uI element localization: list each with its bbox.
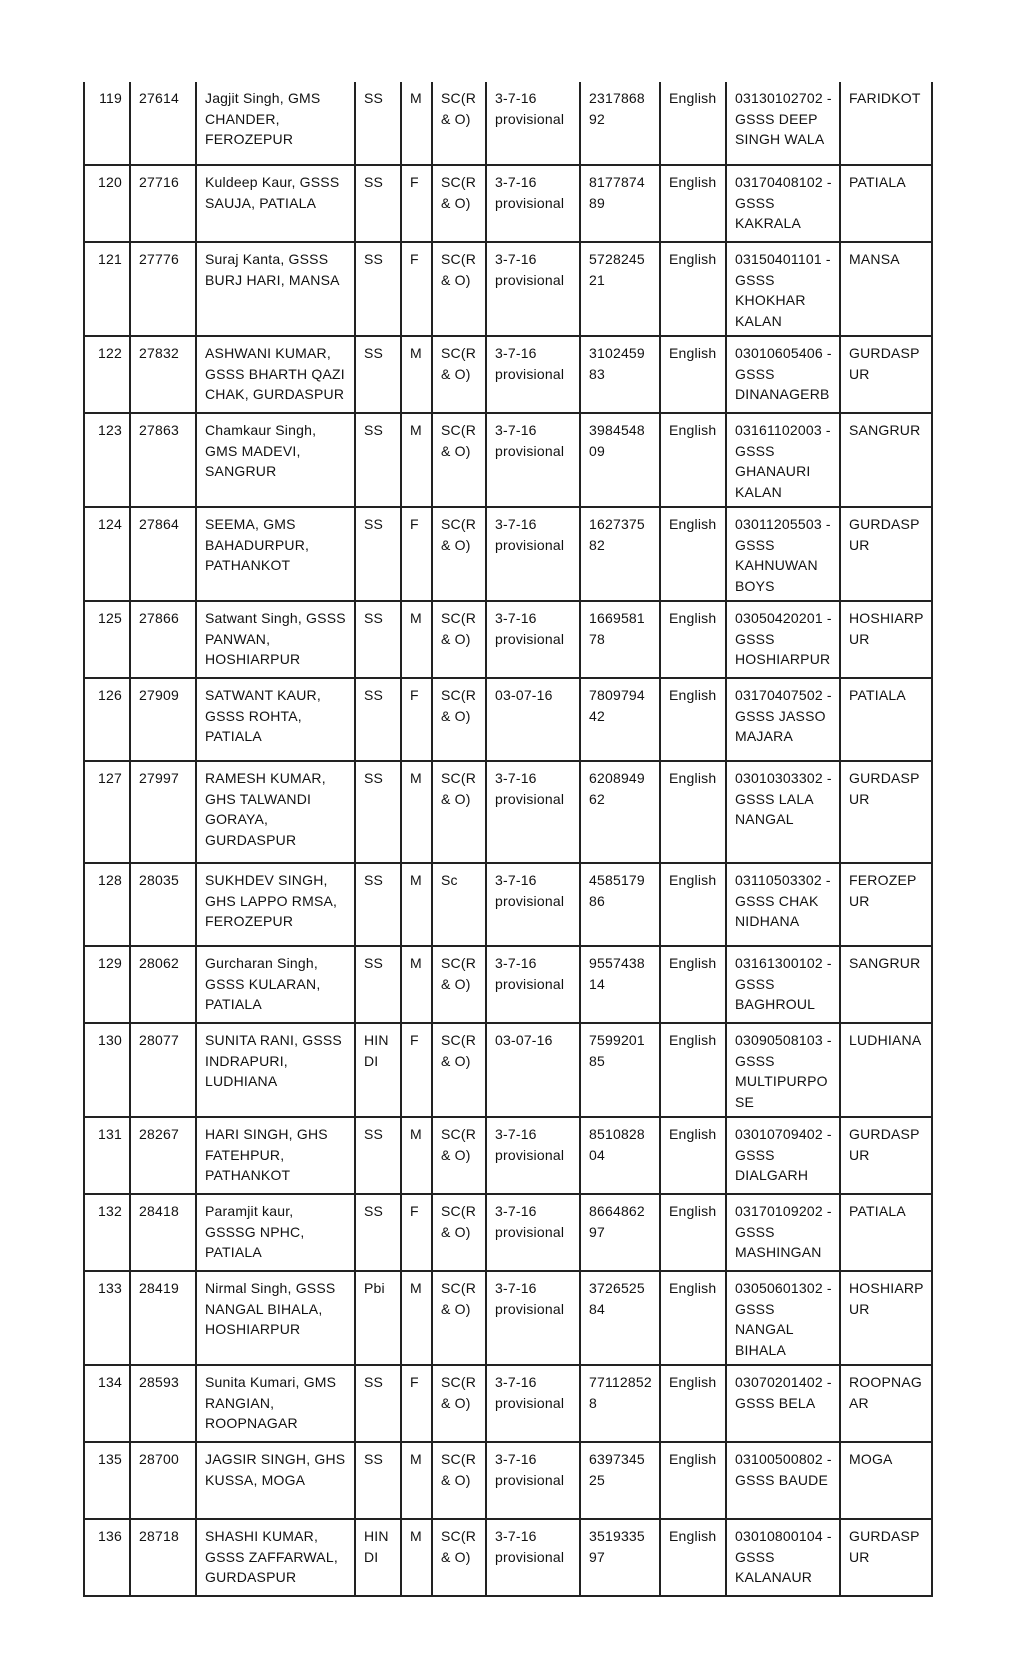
serial-number-cell: 135 xyxy=(84,1442,130,1519)
joining-date-cell: 3-7-16 provisional xyxy=(486,761,580,863)
gender-cell: F xyxy=(401,1023,432,1117)
district-cell: PATIALA xyxy=(840,165,932,242)
table-row xyxy=(84,863,932,946)
medium-cell: English xyxy=(660,863,726,946)
subject-cell: SS xyxy=(355,242,401,336)
allotted-school-cell: 03050420201 - GSSS HOSHIARPUR xyxy=(726,601,840,678)
phone-number-cell: 231786892 xyxy=(580,82,660,165)
allotted-school-cell: 03070201402 - GSSS BELA xyxy=(726,1365,840,1442)
joining-date-cell: 3-7-16 provisional xyxy=(486,165,580,242)
employee-code-cell: 27997 xyxy=(130,761,196,863)
table-row xyxy=(84,601,932,678)
category-cell: SC(R & O) xyxy=(432,336,486,413)
gender-cell: F xyxy=(401,1365,432,1442)
phone-number-cell: 372652584 xyxy=(580,1271,660,1365)
joining-date-cell: 03-07-16 xyxy=(486,1023,580,1117)
phone-number-cell: 351933597 xyxy=(580,1519,660,1596)
medium-cell: English xyxy=(660,413,726,507)
medium-cell: English xyxy=(660,507,726,601)
medium-cell: English xyxy=(660,601,726,678)
teacher-name-school-cell: RAMESH KUMAR, GHS TALWANDI GORAYA, GURDASPUR xyxy=(196,761,355,863)
medium-cell: English xyxy=(660,336,726,413)
allotted-school-cell: 03090508103 - GSSS MULTIPURPOSE xyxy=(726,1023,840,1117)
district-cell: PATIALA xyxy=(840,1194,932,1271)
serial-number-cell: 122 xyxy=(84,336,130,413)
district-cell: SANGRUR xyxy=(840,946,932,1023)
joining-date-cell: 3-7-16 provisional xyxy=(486,336,580,413)
subject-cell: SS xyxy=(355,678,401,761)
gender-cell: M xyxy=(401,1519,432,1596)
joining-date-cell: 3-7-16 provisional xyxy=(486,1117,580,1194)
gender-cell: M xyxy=(401,761,432,863)
category-cell: SC(R & O) xyxy=(432,761,486,863)
phone-number-cell: 458517986 xyxy=(580,863,660,946)
teacher-name-school-cell: SEEMA, GMS BAHADURPUR, PATHANKOT xyxy=(196,507,355,601)
table-row xyxy=(84,1519,932,1596)
allotted-school-cell: 03161102003 - GSSS GHANAURI KALAN xyxy=(726,413,840,507)
joining-date-cell: 3-7-16 provisional xyxy=(486,1194,580,1271)
serial-number-cell: 136 xyxy=(84,1519,130,1596)
allotted-school-cell: 03010800104 - GSSS KALANAUR xyxy=(726,1519,840,1596)
serial-number-cell: 121 xyxy=(84,242,130,336)
teacher-name-school-cell: Jagjit Singh, GMS CHANDER, FEROZEPUR xyxy=(196,82,355,165)
medium-cell: English xyxy=(660,1023,726,1117)
phone-number-cell: 620894962 xyxy=(580,761,660,863)
phone-number-cell: 817787489 xyxy=(580,165,660,242)
serial-number-cell: 123 xyxy=(84,413,130,507)
teacher-name-school-cell: SHASHI KUMAR, GSSS ZAFFARWAL, GURDASPUR xyxy=(196,1519,355,1596)
gender-cell: M xyxy=(401,413,432,507)
medium-cell: English xyxy=(660,82,726,165)
district-cell: GURDASPUR xyxy=(840,761,932,863)
table-row xyxy=(84,1023,932,1117)
subject-cell: SS xyxy=(355,336,401,413)
district-cell: HOSHIARPUR xyxy=(840,1271,932,1365)
medium-cell: English xyxy=(660,1117,726,1194)
category-cell: SC(R & O) xyxy=(432,1023,486,1117)
allotted-school-cell: 03170408102 - GSSS KAKRALA xyxy=(726,165,840,242)
joining-date-cell: 03-07-16 xyxy=(486,678,580,761)
medium-cell: English xyxy=(660,1365,726,1442)
subject-cell: SS xyxy=(355,601,401,678)
serial-number-cell: 133 xyxy=(84,1271,130,1365)
phone-number-cell: 866486297 xyxy=(580,1194,660,1271)
category-cell: SC(R & O) xyxy=(432,165,486,242)
allotted-school-cell: 03150401101 - GSSS KHOKHAR KALAN xyxy=(726,242,840,336)
category-cell: SC(R & O) xyxy=(432,242,486,336)
gender-cell: M xyxy=(401,863,432,946)
table-row xyxy=(84,242,932,336)
district-cell: GURDASPUR xyxy=(840,1117,932,1194)
employee-code-cell: 28418 xyxy=(130,1194,196,1271)
category-cell: Sc xyxy=(432,863,486,946)
medium-cell: English xyxy=(660,761,726,863)
table-row xyxy=(84,82,932,165)
phone-number-cell: 166958178 xyxy=(580,601,660,678)
joining-date-cell: 3-7-16 provisional xyxy=(486,82,580,165)
employee-code-cell: 27909 xyxy=(130,678,196,761)
employee-code-cell: 28267 xyxy=(130,1117,196,1194)
gender-cell: F xyxy=(401,165,432,242)
serial-number-cell: 125 xyxy=(84,601,130,678)
subject-cell: SS xyxy=(355,1365,401,1442)
table-row xyxy=(84,336,932,413)
table-row xyxy=(84,946,932,1023)
allotted-school-cell: 03010605406 - GSSS DINANAGERB xyxy=(726,336,840,413)
table-row xyxy=(84,678,932,761)
district-cell: MOGA xyxy=(840,1442,932,1519)
teacher-name-school-cell: ASHWANI KUMAR, GSSS BHARTH QAZI CHAK, GURDASPUR xyxy=(196,336,355,413)
phone-number-cell: 780979442 xyxy=(580,678,660,761)
gender-cell: M xyxy=(401,1117,432,1194)
serial-number-cell: 134 xyxy=(84,1365,130,1442)
district-cell: GURDASPUR xyxy=(840,336,932,413)
allotted-school-cell: 03130102702 - GSSS DEEP SINGH WALA xyxy=(726,82,840,165)
category-cell: SC(R & O) xyxy=(432,1365,486,1442)
employee-code-cell: 27716 xyxy=(130,165,196,242)
employee-code-cell: 27614 xyxy=(130,82,196,165)
subject-cell: HINDI xyxy=(355,1023,401,1117)
joining-date-cell: 3-7-16 provisional xyxy=(486,946,580,1023)
joining-date-cell: 3-7-16 provisional xyxy=(486,1519,580,1596)
teacher-name-school-cell: HARI SINGH, GHS FATEHPUR, PATHANKOT xyxy=(196,1117,355,1194)
roster-table xyxy=(83,82,933,1597)
joining-date-cell: 3-7-16 provisional xyxy=(486,1365,580,1442)
subject-cell: SS xyxy=(355,82,401,165)
allotted-school-cell: 03011205503 - GSSS KAHNUWAN BOYS xyxy=(726,507,840,601)
allotted-school-cell: 03161300102 - GSSS BAGHROUL xyxy=(726,946,840,1023)
joining-date-cell: 3-7-16 provisional xyxy=(486,1271,580,1365)
subject-cell: SS xyxy=(355,165,401,242)
subject-cell: SS xyxy=(355,946,401,1023)
gender-cell: M xyxy=(401,946,432,1023)
allotted-school-cell: 03010303302 - GSSS LALA NANGAL xyxy=(726,761,840,863)
teacher-name-school-cell: SATWANT KAUR, GSSS ROHTA, PATIALA xyxy=(196,678,355,761)
district-cell: ROOPNAGAR xyxy=(840,1365,932,1442)
subject-cell: Pbi xyxy=(355,1271,401,1365)
gender-cell: M xyxy=(401,336,432,413)
allotted-school-cell: 03050601302 - GSSS NANGAL BIHALA xyxy=(726,1271,840,1365)
subject-cell: HINDI xyxy=(355,1519,401,1596)
category-cell: SC(R & O) xyxy=(432,946,486,1023)
table-row xyxy=(84,1365,932,1442)
teacher-name-school-cell: Kuldeep Kaur, GSSS SAUJA, PATIALA xyxy=(196,165,355,242)
subject-cell: SS xyxy=(355,863,401,946)
district-cell: MANSA xyxy=(840,242,932,336)
subject-cell: SS xyxy=(355,1117,401,1194)
serial-number-cell: 131 xyxy=(84,1117,130,1194)
table-row xyxy=(84,1442,932,1519)
gender-cell: F xyxy=(401,507,432,601)
gender-cell: F xyxy=(401,242,432,336)
district-cell: FEROZEPUR xyxy=(840,863,932,946)
gender-cell: F xyxy=(401,1194,432,1271)
teacher-name-school-cell: Satwant Singh, GSSS PANWAN, HOSHIARPUR xyxy=(196,601,355,678)
category-cell: SC(R & O) xyxy=(432,507,486,601)
teacher-name-school-cell: Gurcharan Singh, GSSS KULARAN, PATIALA xyxy=(196,946,355,1023)
medium-cell: English xyxy=(660,678,726,761)
phone-number-cell: 572824521 xyxy=(580,242,660,336)
table-row xyxy=(84,1271,932,1365)
subject-cell: SS xyxy=(355,761,401,863)
allotted-school-cell: 03170407502 - GSSS JASSO MAJARA xyxy=(726,678,840,761)
table-row xyxy=(84,165,932,242)
allotted-school-cell: 03010709402 - GSSS DIALGARH xyxy=(726,1117,840,1194)
medium-cell: English xyxy=(660,165,726,242)
gender-cell: M xyxy=(401,1271,432,1365)
gender-cell: M xyxy=(401,601,432,678)
joining-date-cell: 3-7-16 provisional xyxy=(486,507,580,601)
category-cell: SC(R & O) xyxy=(432,1194,486,1271)
phone-number-cell: 639734525 xyxy=(580,1442,660,1519)
table-row xyxy=(84,507,932,601)
serial-number-cell: 119 xyxy=(84,82,130,165)
employee-code-cell: 27776 xyxy=(130,242,196,336)
teacher-name-school-cell: JAGSIR SINGH, GHS KUSSA, MOGA xyxy=(196,1442,355,1519)
category-cell: SC(R & O) xyxy=(432,82,486,165)
phone-number-cell: 851082804 xyxy=(580,1117,660,1194)
phone-number-cell: 771128528 xyxy=(580,1365,660,1442)
district-cell: GURDASPUR xyxy=(840,507,932,601)
allotted-school-cell: 03170109202 - GSSS MASHINGAN xyxy=(726,1194,840,1271)
serial-number-cell: 128 xyxy=(84,863,130,946)
category-cell: SC(R & O) xyxy=(432,1442,486,1519)
serial-number-cell: 130 xyxy=(84,1023,130,1117)
serial-number-cell: 120 xyxy=(84,165,130,242)
serial-number-cell: 127 xyxy=(84,761,130,863)
category-cell: SC(R & O) xyxy=(432,1117,486,1194)
teacher-name-school-cell: Suraj Kanta, GSSS BURJ HARI, MANSA xyxy=(196,242,355,336)
serial-number-cell: 124 xyxy=(84,507,130,601)
subject-cell: SS xyxy=(355,507,401,601)
serial-number-cell: 132 xyxy=(84,1194,130,1271)
phone-number-cell: 162737582 xyxy=(580,507,660,601)
district-cell: PATIALA xyxy=(840,678,932,761)
category-cell: SC(R & O) xyxy=(432,1519,486,1596)
district-cell: SANGRUR xyxy=(840,413,932,507)
phone-number-cell: 398454809 xyxy=(580,413,660,507)
teacher-name-school-cell: Sunita Kumari, GMS RANGIAN, ROOPNAGAR xyxy=(196,1365,355,1442)
joining-date-cell: 3-7-16 provisional xyxy=(486,601,580,678)
phone-number-cell: 955743814 xyxy=(580,946,660,1023)
medium-cell: English xyxy=(660,946,726,1023)
employee-code-cell: 28718 xyxy=(130,1519,196,1596)
medium-cell: English xyxy=(660,1194,726,1271)
joining-date-cell: 3-7-16 provisional xyxy=(486,863,580,946)
serial-number-cell: 129 xyxy=(84,946,130,1023)
district-cell: FARIDKOT xyxy=(840,82,932,165)
gender-cell: F xyxy=(401,678,432,761)
table-row xyxy=(84,1194,932,1271)
employee-code-cell: 28593 xyxy=(130,1365,196,1442)
teacher-name-school-cell: Nirmal Singh, GSSS NANGAL BIHALA, HOSHIARPUR xyxy=(196,1271,355,1365)
joining-date-cell: 3-7-16 provisional xyxy=(486,413,580,507)
subject-cell: SS xyxy=(355,1442,401,1519)
subject-cell: SS xyxy=(355,413,401,507)
gender-cell: M xyxy=(401,1442,432,1519)
gender-cell: M xyxy=(401,82,432,165)
category-cell: SC(R & O) xyxy=(432,601,486,678)
employee-code-cell: 27863 xyxy=(130,413,196,507)
employee-code-cell: 28419 xyxy=(130,1271,196,1365)
table-row xyxy=(84,761,932,863)
allotted-school-cell: 03100500802 - GSSS BAUDE xyxy=(726,1442,840,1519)
teacher-name-school-cell: Chamkaur Singh, GMS MADEVI, SANGRUR xyxy=(196,413,355,507)
medium-cell: English xyxy=(660,1442,726,1519)
employee-code-cell: 28700 xyxy=(130,1442,196,1519)
employee-code-cell: 27866 xyxy=(130,601,196,678)
teacher-name-school-cell: SUNITA RANI, GSSS INDRAPURI, LUDHIANA xyxy=(196,1023,355,1117)
serial-number-cell: 126 xyxy=(84,678,130,761)
district-cell: HOSHIARPUR xyxy=(840,601,932,678)
district-cell: GURDASPUR xyxy=(840,1519,932,1596)
joining-date-cell: 3-7-16 provisional xyxy=(486,242,580,336)
joining-date-cell: 3-7-16 provisional xyxy=(486,1442,580,1519)
table-row xyxy=(84,413,932,507)
medium-cell: English xyxy=(660,1271,726,1365)
subject-cell: SS xyxy=(355,1194,401,1271)
table-row xyxy=(84,1117,932,1194)
teacher-name-school-cell: SUKHDEV SINGH, GHS LAPPO RMSA, FEROZEPUR xyxy=(196,863,355,946)
phone-number-cell: 310245983 xyxy=(580,336,660,413)
employee-code-cell: 28062 xyxy=(130,946,196,1023)
employee-code-cell: 27864 xyxy=(130,507,196,601)
teacher-name-school-cell: Paramjit kaur, GSSSG NPHC, PATIALA xyxy=(196,1194,355,1271)
employee-code-cell: 27832 xyxy=(130,336,196,413)
phone-number-cell: 759920185 xyxy=(580,1023,660,1117)
category-cell: SC(R & O) xyxy=(432,1271,486,1365)
allotted-school-cell: 03110503302 - GSSS CHAK NIDHANA xyxy=(726,863,840,946)
medium-cell: English xyxy=(660,1519,726,1596)
category-cell: SC(R & O) xyxy=(432,678,486,761)
district-cell: LUDHIANA xyxy=(840,1023,932,1117)
employee-code-cell: 28035 xyxy=(130,863,196,946)
roster-body xyxy=(84,82,932,1596)
employee-code-cell: 28077 xyxy=(130,1023,196,1117)
category-cell: SC(R & O) xyxy=(432,413,486,507)
medium-cell: English xyxy=(660,242,726,336)
